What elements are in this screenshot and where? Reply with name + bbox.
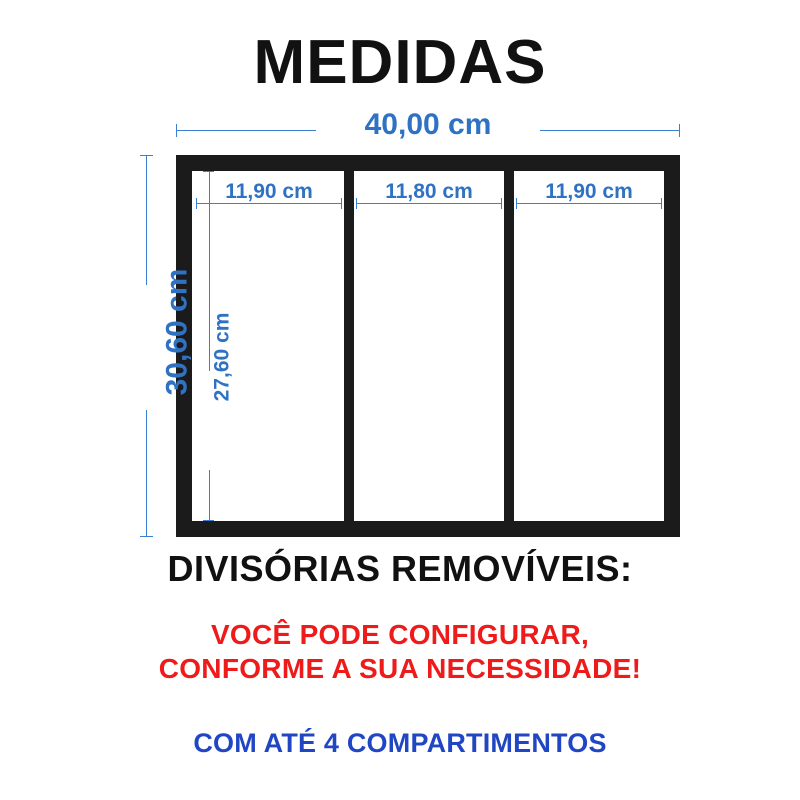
divider-wall-1: [344, 171, 354, 521]
total-height-label: 30,60 cm: [160, 268, 194, 396]
inner-height-label: 27,60 cm: [210, 312, 234, 402]
footer-heading: DIVISÓRIAS REMOVÍVEIS:: [167, 548, 633, 589]
footer-red-line-1: VOCÊ PODE CONFIGURAR,: [210, 619, 590, 650]
divider-wall-2: [504, 171, 514, 521]
total-width-label: 40,00 cm: [364, 108, 492, 141]
drawer-inner-area: [192, 171, 664, 521]
measurement-diagram: [0, 100, 800, 540]
footer-blue-message: COM ATÉ 4 COMPARTIMENTOS: [193, 728, 607, 758]
page-title: MEDIDAS: [253, 28, 547, 97]
footer-red-line-2: CONFORME A SUA NECESSIDADE!: [158, 653, 642, 685]
left-dimension-tick-bottom: [140, 536, 153, 537]
left-dimension-tick-top: [140, 155, 153, 156]
compartment-3-label: 11,90 cm: [545, 180, 633, 203]
compartment-2-label: 11,80 cm: [385, 180, 473, 203]
inner-height-tick-bottom: [203, 520, 214, 521]
left-dimension-line-top: [146, 155, 147, 285]
inner-height-tick-top: [203, 171, 214, 172]
left-dimension-line-bottom: [146, 410, 147, 537]
inner-height-line-bottom: [209, 470, 210, 521]
footer-red-message: [0, 618, 800, 686]
compartment-1-label: 11,90 cm: [225, 180, 313, 203]
